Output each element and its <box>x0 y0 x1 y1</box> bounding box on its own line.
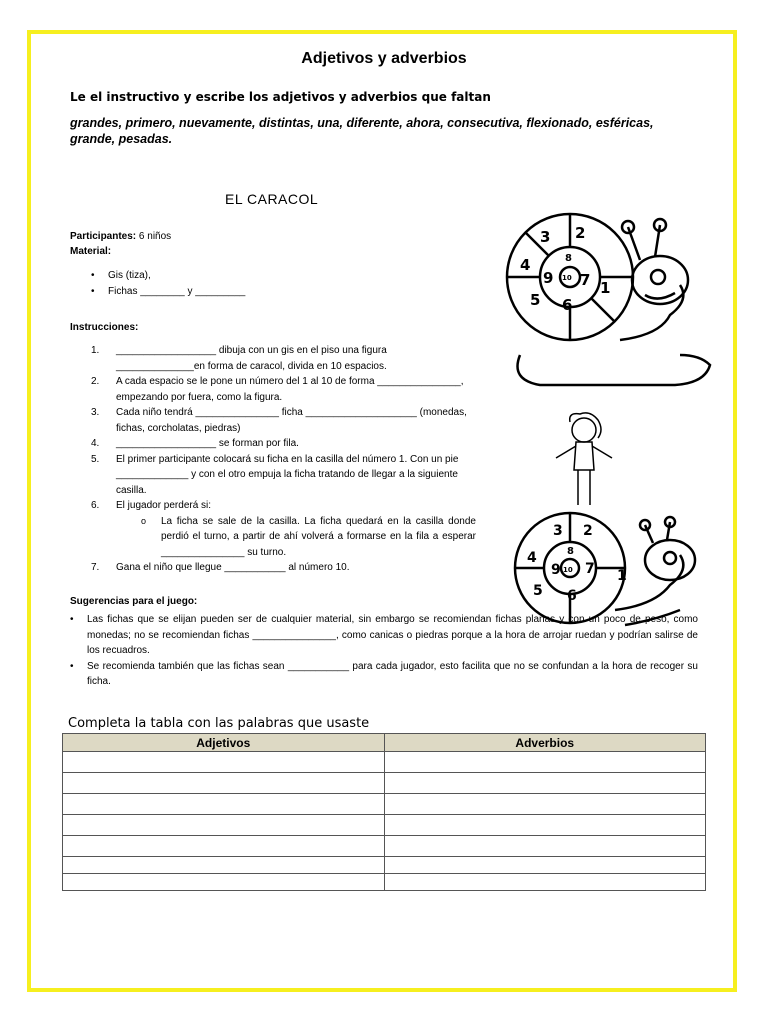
participants-line <box>70 229 171 245</box>
girl-arm <box>592 446 612 458</box>
snail-head <box>645 540 695 580</box>
snail-number-3: 3 <box>553 523 563 539</box>
girl-head <box>572 418 596 442</box>
girl-hair <box>570 413 601 438</box>
step-sub-item: o La ficha se sale de la casilla. La ficha quedará en la casilla donde perdió el turno, a partir de ahí volverá a formarse en la fila a esperar _______________ su turno. <box>141 514 476 561</box>
snail-eye <box>651 270 665 284</box>
suggestion-item: • Las fichas que se elijan pueden ser de cualquier material, sin embargo se recomiendan fichas planas y con un poco de peso, como monedas; no se recomiendan fichas _______________, como canicas o piedras porque a la hora de arrojar ruedan y podrían salirse de los recuadros. <box>70 612 698 659</box>
game-title: EL CARACOL <box>225 191 319 207</box>
table-cell[interactable] <box>384 836 706 857</box>
table-cell[interactable] <box>384 752 706 773</box>
column-header-adjetivos: Adjetivos <box>63 734 385 752</box>
table-cell[interactable] <box>384 857 706 874</box>
table-row <box>63 815 706 836</box>
words-table <box>62 733 706 891</box>
snail-body-outline <box>518 355 711 385</box>
snail-number-8: 8 <box>565 253 572 264</box>
snail-number-5: 5 <box>530 291 541 309</box>
snail-illustration <box>500 205 715 395</box>
instruction-text: Le el instructivo y escribe los adjetivos y adverbios que faltan <box>70 90 491 104</box>
instructions-list <box>91 343 476 576</box>
snail-number-9: 9 <box>543 269 554 287</box>
table-row <box>63 752 706 773</box>
worksheet-title: Adjetivos y adverbios <box>301 50 467 67</box>
snail-number-3: 3 <box>540 228 551 246</box>
table-cell[interactable] <box>63 836 385 857</box>
table-caption: Completa la tabla con las palabras que usaste <box>68 716 370 731</box>
snail-eye <box>664 552 676 564</box>
material-item: • Fichas ________ y _________ <box>91 284 391 300</box>
material-label: Material: <box>70 246 112 257</box>
table-row <box>63 773 706 794</box>
table-row <box>63 874 706 891</box>
snail-number-6: 6 <box>562 296 573 314</box>
snail-number-10: 10 <box>563 566 573 574</box>
suggestions-label: Sugerencias para el juego: <box>70 596 198 607</box>
step-item: 7. Gana el niño que llegue ___________ al número 10. <box>91 562 350 573</box>
table-cell[interactable] <box>63 874 385 891</box>
girl-body <box>574 442 594 470</box>
table-cell[interactable] <box>384 773 706 794</box>
snail-head <box>632 256 688 304</box>
snail-antenna <box>667 522 670 540</box>
participants-label: Participantes: <box>70 231 137 242</box>
snail-number-4: 4 <box>527 550 537 566</box>
snail-number-6: 6 <box>567 588 577 604</box>
snail-number-4: 4 <box>520 256 531 274</box>
step-item: 6. El jugador perderá si: o La ficha se sale de la casilla. La ficha quedará en la casilla donde perdió el turno, a partir de ahí volverá a formarse en la fila a esperar _______________ su turno. <box>91 498 476 560</box>
snail-number-1: 1 <box>617 568 627 584</box>
table-row <box>63 857 706 874</box>
snail-number-2: 2 <box>575 224 586 242</box>
suggestion-item: • Se recomienda también que las fichas sean ___________ para cada jugador, esto facilita que no se confundan a la hora de recoger su ficha. <box>70 659 698 690</box>
participants-value: 6 niños <box>136 231 172 242</box>
table-cell[interactable] <box>384 794 706 815</box>
snail-number-8: 8 <box>567 546 574 557</box>
snail-number-7: 7 <box>585 561 595 577</box>
snail-body-outline <box>625 610 680 625</box>
table-header-row <box>63 734 706 752</box>
material-item: • Gis (tiza), <box>91 268 391 284</box>
step-item: 2. A cada espacio se le pone un número del 1 al 10 de forma _______________, empezando por fuera, como la figura. <box>91 376 464 403</box>
step-item: 1. __________________ dibuja con un gis en el piso una figura ______________en forma de caracol, divida en 10 espacios. <box>91 345 387 372</box>
snail-number-10: 10 <box>562 274 572 282</box>
snail-illustration-2 <box>505 510 715 630</box>
instructions-label: Instrucciones: <box>70 322 139 333</box>
snail-number-1: 1 <box>600 279 611 297</box>
snail-number-5: 5 <box>533 583 543 599</box>
snail-mouth <box>645 293 675 299</box>
step-item: 3. Cada niño tendrá _______________ ficha ____________________ (monedas, fichas, corcholatas, piedras) <box>91 407 467 434</box>
table-row <box>63 794 706 815</box>
word-bank: grandes, primero, nuevamente, distintas, una, diferente, ahora, consecutiva, flexionado, esféricas, grande, pesadas. <box>70 116 654 146</box>
step-item: 5. El primer participante colocará su ficha en la casilla del número 1. Con un pie _____________ y con el otro empuja la ficha tratando de llegar a la siguiente casilla. <box>91 453 459 496</box>
material-list <box>91 268 391 299</box>
step-item: 4. __________________ se forman por fila. <box>91 438 299 449</box>
table-cell[interactable] <box>63 752 385 773</box>
table-row <box>63 836 706 857</box>
table-cell[interactable] <box>384 874 706 891</box>
table-cell[interactable] <box>384 815 706 836</box>
girl-arm <box>556 446 576 458</box>
table-cell[interactable] <box>63 815 385 836</box>
girl-illustration <box>548 410 620 515</box>
column-header-adverbios: Adverbios <box>384 734 706 752</box>
table-cell[interactable] <box>63 794 385 815</box>
table-cell[interactable] <box>63 773 385 794</box>
table-cell[interactable] <box>63 857 385 874</box>
snail-number-7: 7 <box>580 271 591 289</box>
snail-number-9: 9 <box>551 562 561 578</box>
snail-number-2: 2 <box>583 523 593 539</box>
